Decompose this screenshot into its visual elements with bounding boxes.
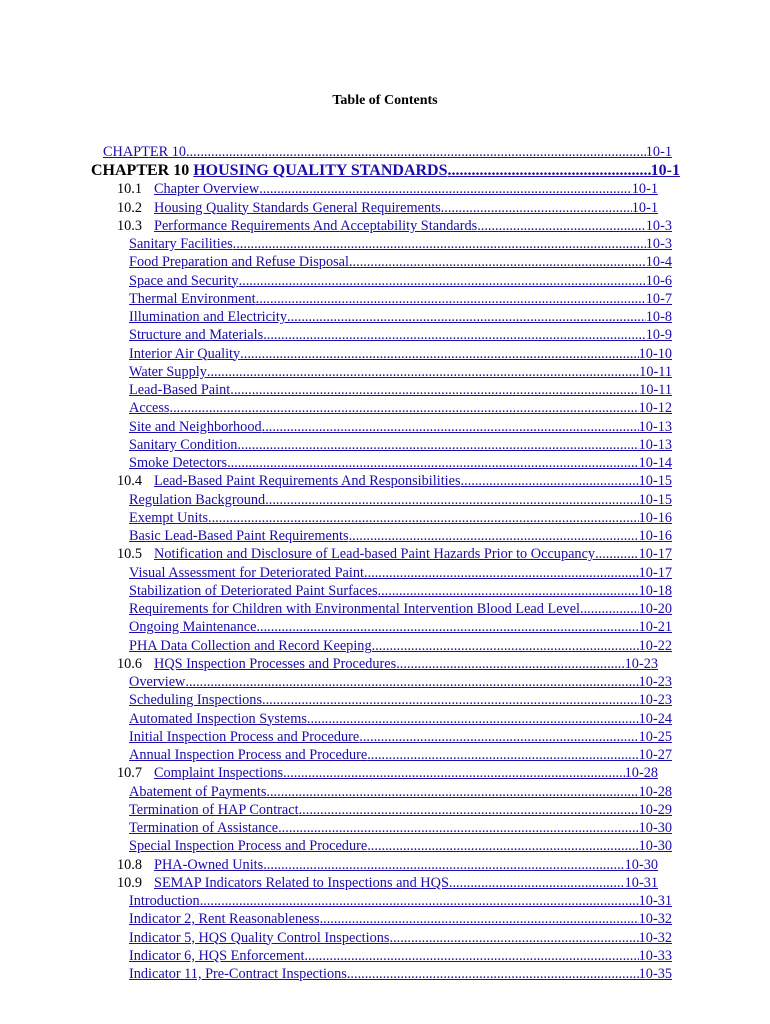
toc-entry-link[interactable]	[129, 345, 672, 363]
toc-entry-page: 10-24	[638, 710, 672, 727]
toc-entry-label: Indicator 2, Rent Reasonableness	[129, 911, 320, 928]
toc-entry[interactable]	[129, 381, 672, 399]
toc-entry-label: Complaint Inspections	[154, 765, 284, 782]
toc-entry-page: 10-20	[638, 601, 672, 617]
toc-entry-number: 10.3	[117, 217, 143, 234]
toc-entry-link[interactable]	[129, 910, 672, 928]
toc-entry-link[interactable]	[154, 472, 672, 490]
toc-entry[interactable]	[129, 965, 672, 983]
toc-entry[interactable]	[129, 509, 672, 527]
toc-entry-page: 10-23	[638, 674, 672, 690]
toc-entry-label: Smoke Detectors	[129, 455, 228, 471]
toc-entry-link[interactable]	[103, 143, 672, 161]
toc-entry-label: Lead-Based Paint	[129, 382, 231, 398]
toc-entry-link[interactable]	[129, 892, 672, 910]
toc-entry-page: 10-15	[638, 473, 672, 490]
toc-entry-link[interactable]	[129, 418, 672, 436]
toc-leader-dots	[287, 308, 646, 326]
toc-entry-label: Structure and Materials	[129, 327, 264, 344]
toc-entry[interactable]	[129, 235, 672, 253]
toc-entry[interactable]	[129, 837, 672, 855]
toc-entry[interactable]	[129, 691, 672, 709]
toc-entry[interactable]	[129, 947, 672, 965]
toc-leader-dots	[265, 491, 638, 509]
toc-entry-link[interactable]	[129, 929, 672, 947]
toc-entry[interactable]	[129, 272, 672, 290]
toc-entry[interactable]	[117, 217, 672, 235]
toc-entry-page: 10-31	[624, 874, 658, 891]
toc-entry[interactable]	[129, 363, 672, 381]
toc-entry-label: Notification and Disclosure of Lead-based Paint Hazards Prior to Occupancy	[154, 546, 596, 563]
toc-entry-link[interactable]	[154, 655, 658, 673]
toc-entry[interactable]	[103, 143, 672, 161]
toc-entry-link[interactable]	[129, 527, 672, 545]
toc-entry-page: 10-12	[638, 400, 672, 417]
toc-entry-label: PHA Data Collection and Record Keeping	[129, 637, 372, 654]
toc-entry-link[interactable]	[129, 326, 672, 344]
toc-entry-page: 10-13	[638, 418, 672, 435]
toc-entry-label: Indicator 5, HQS Quality Control Inspections	[129, 929, 390, 946]
toc-leader-dots	[186, 143, 646, 161]
toc-entry-page: 10-4	[645, 254, 672, 271]
toc-leader-dots	[262, 691, 639, 709]
toc-entry-page: 10-6	[645, 272, 672, 289]
toc-entry-number: 10.6	[117, 655, 143, 672]
toc-leader-dots	[580, 600, 639, 618]
toc-entry[interactable]	[129, 564, 672, 582]
toc-entry-link[interactable]	[129, 308, 672, 326]
toc-entry-label: Space and Security	[129, 272, 239, 289]
toc-entry-label: CHAPTER 10	[103, 144, 187, 160]
toc-entry-link[interactable]	[129, 399, 672, 417]
toc-leader-dots	[367, 746, 638, 764]
toc-entry[interactable]	[129, 728, 672, 746]
toc-entry-number: 10.1	[117, 181, 143, 198]
toc-leader-dots	[227, 454, 639, 472]
toc-entry-label: Termination of HAP Contract	[129, 801, 299, 818]
toc-entry-label: Interior Air Quality	[129, 345, 241, 362]
toc-leader-dots	[304, 947, 638, 965]
toc-entry-label: Regulation Background	[129, 491, 266, 508]
toc-entry-link[interactable]	[154, 180, 658, 198]
toc-entry-label: Sanitary Facilities	[129, 236, 233, 252]
page-title: Table of Contents	[332, 93, 438, 108]
toc-entry-page: 10-32	[638, 929, 672, 946]
toc-entry-link[interactable]	[129, 509, 672, 527]
toc-entry-label: Scheduling Inspections	[129, 692, 263, 709]
toc-entry[interactable]	[129, 418, 672, 436]
toc-leader-dots	[367, 837, 638, 855]
toc-entry-label: Food Preparation and Refuse Disposal	[129, 254, 349, 271]
toc-leader-dots	[477, 217, 646, 235]
toc-entry-link[interactable]	[154, 545, 672, 563]
toc-entry-page: 10-32	[638, 911, 672, 928]
toc-entry-link[interactable]	[129, 837, 672, 855]
toc-leader-dots	[266, 783, 638, 801]
toc-leader-dots	[239, 272, 646, 290]
toc-entry-page: 10-21	[638, 619, 672, 636]
toc-entry-label: Overview	[129, 674, 186, 690]
toc-entry[interactable]	[129, 326, 672, 344]
toc-entry-label: Annual Inspection Process and Procedure	[129, 747, 368, 763]
toc-entry-page: 10-17	[638, 564, 672, 581]
toc-entry-link[interactable]	[129, 564, 672, 582]
toc-leader-dots	[372, 637, 639, 655]
toc-leader-dots	[378, 582, 639, 600]
toc-entry-link[interactable]	[129, 290, 672, 308]
toc-entry[interactable]	[129, 454, 672, 472]
toc-entry[interactable]	[129, 929, 672, 947]
toc-entry[interactable]	[117, 655, 658, 673]
toc-entry-number: 10.9	[117, 874, 143, 891]
toc-entry[interactable]	[129, 637, 672, 655]
toc-entry-page: 10-1	[650, 162, 680, 179]
toc-entry-label: Thermal Environment	[129, 290, 256, 307]
toc-leader-dots	[240, 345, 638, 363]
toc-entry-link[interactable]	[129, 253, 672, 271]
toc-entry[interactable]	[129, 746, 672, 764]
toc-entry-link[interactable]	[154, 874, 658, 892]
toc-entry-label: Requirements for Children with Environmental Intervention Blood Lead Level	[129, 601, 581, 617]
toc-entry-number: CHAPTER 10	[91, 162, 190, 179]
toc-entry[interactable]	[129, 527, 672, 545]
toc-entry-page: 10-16	[638, 528, 672, 544]
toc-entry-page: 10-17	[638, 546, 672, 563]
toc-leader-dots	[396, 655, 624, 673]
toc-entry-label: Automated Inspection Systems	[129, 710, 307, 727]
toc-entry[interactable]	[129, 892, 672, 910]
toc-entry-page: 10-9	[645, 327, 672, 344]
toc-entry-link[interactable]	[129, 673, 672, 691]
toc-entry-label: Visual Assessment for Deteriorated Paint	[129, 564, 364, 581]
toc-entry-page: 10-28	[638, 783, 672, 800]
toc-entry-page: 10-30	[624, 856, 658, 873]
toc-leader-dots	[185, 673, 638, 691]
toc-leader-dots	[170, 399, 639, 417]
toc-entry-page: 10-18	[638, 582, 672, 599]
toc-entry[interactable]	[129, 491, 672, 509]
toc-entry-label: Ongoing Maintenance	[129, 619, 257, 636]
toc-entry-page: 10-15	[638, 491, 672, 508]
toc-entry-link[interactable]	[129, 272, 672, 290]
toc-entry[interactable]	[117, 180, 658, 198]
toc-entry-link[interactable]	[129, 381, 672, 399]
toc-entry-page: 10-27	[638, 747, 672, 763]
toc-entry-label: Chapter Overview	[154, 181, 260, 198]
toc-leader-dots	[207, 363, 639, 381]
toc-entry[interactable]	[129, 710, 672, 728]
toc-entry[interactable]	[129, 399, 672, 417]
toc-leader-dots	[299, 801, 639, 819]
toc-leader-dots	[320, 910, 639, 928]
toc-entry-page: 10-22	[638, 637, 672, 654]
toc-entry-page: 10-30	[638, 838, 672, 855]
toc-entry-page: 10-3	[645, 236, 672, 252]
toc-entry-link[interactable]	[129, 728, 672, 746]
toc-entry-number: 10.5	[117, 546, 143, 563]
toc-entry[interactable]	[117, 545, 672, 563]
toc-entry[interactable]	[129, 582, 672, 600]
toc-entry-page: 10-13	[638, 436, 672, 453]
toc-entry-label: PHA-Owned Units	[154, 856, 264, 873]
toc-leader-dots	[364, 564, 639, 582]
toc-entry[interactable]	[117, 874, 658, 892]
toc-leader-dots	[263, 856, 624, 874]
toc-entry[interactable]	[129, 253, 672, 271]
toc-leader-dots	[262, 418, 639, 436]
toc-entry-page: 10-16	[638, 509, 672, 526]
toc-leader-dots	[349, 527, 639, 545]
toc-entry[interactable]	[129, 600, 672, 618]
toc-entry-link[interactable]	[129, 235, 672, 253]
toc-entry-page: 10-11	[639, 363, 672, 380]
toc-leader-dots	[256, 290, 646, 308]
toc-entry[interactable]	[129, 308, 672, 326]
toc-entry[interactable]	[117, 856, 658, 874]
toc-entry-number: 10.4	[117, 473, 143, 490]
toc-entry[interactable]	[117, 199, 658, 217]
toc-entry-label: Access	[129, 400, 170, 417]
toc-leader-dots	[200, 892, 639, 910]
toc-entry-label: SEMAP Indicators Related to Inspections and HQS	[154, 874, 449, 891]
toc-entry-link[interactable]	[154, 199, 658, 217]
toc-entry-page: 10-1	[645, 144, 672, 160]
toc-leader-dots	[256, 618, 638, 636]
toc-entry-label: Illumination and Electricity	[129, 309, 288, 325]
toc-entry[interactable]	[129, 910, 672, 928]
toc-entry-page: 10-29	[638, 801, 672, 818]
toc-leader-dots	[595, 545, 639, 563]
toc-leader-dots	[278, 819, 639, 837]
toc-entry-label: Water Supply	[129, 363, 207, 380]
toc-entry-link[interactable]	[129, 965, 672, 983]
toc-leader-dots	[347, 965, 639, 983]
toc-entry-label: Housing Quality Standards General Requirements	[154, 199, 441, 216]
toc-entry-label: Special Inspection Process and Procedure	[129, 838, 368, 855]
toc-entry-number: 10.2	[117, 199, 143, 216]
toc-entry-link[interactable]	[129, 436, 672, 454]
toc-entry-link[interactable]	[129, 801, 672, 819]
toc-leader-dots	[263, 326, 646, 344]
toc-entry-label: Exempt Units	[129, 509, 209, 526]
toc-entry[interactable]	[129, 783, 672, 801]
toc-entry-link[interactable]	[129, 363, 672, 381]
toc-entry-link[interactable]	[129, 783, 672, 801]
toc-entry-link[interactable]	[129, 746, 672, 764]
toc-entry-page: 10-1	[631, 199, 658, 216]
toc-entry-page: 10-14	[638, 455, 672, 471]
toc-entry[interactable]	[129, 618, 672, 636]
toc-entry-label: Introduction	[129, 893, 200, 909]
toc-entry-label: Sanitary Condition	[129, 436, 238, 453]
toc-entry-page: 10-10	[638, 345, 672, 362]
toc-leader-dots	[283, 764, 625, 782]
toc-entry-label: Indicator 11, Pre-Contract Inspections	[129, 966, 347, 982]
toc-entry-page: 10-30	[638, 820, 672, 836]
toc-entry-page: 10-11	[639, 382, 672, 398]
toc-entry-link[interactable]	[129, 637, 672, 655]
toc-leader-dots	[461, 472, 639, 490]
toc-entry[interactable]	[117, 472, 672, 490]
toc-entry[interactable]	[117, 764, 658, 782]
toc-entry-link[interactable]	[154, 217, 672, 235]
toc-entry-page: 10-28	[624, 765, 658, 782]
toc-entry-link[interactable]	[129, 819, 672, 837]
toc-entry-link[interactable]	[129, 600, 672, 618]
toc-entry-page: 10-35	[638, 966, 672, 982]
toc-entry-link[interactable]	[154, 856, 658, 874]
toc-entry-link[interactable]	[154, 764, 658, 782]
toc-entry[interactable]	[91, 162, 680, 180]
toc-entry-label: Lead-Based Paint Requirements And Responsibilities	[154, 473, 461, 490]
toc-entry-link[interactable]	[193, 162, 680, 180]
toc-leader-dots	[359, 728, 638, 746]
toc-entry-page: 10-7	[645, 290, 672, 307]
toc-entry-label: Termination of Assistance	[129, 820, 279, 836]
toc-entry-link[interactable]	[129, 691, 672, 709]
toc-entry-page: 10-1	[631, 181, 658, 198]
toc-entry-page: 10-31	[638, 893, 672, 909]
toc-leader-dots	[233, 235, 646, 253]
toc-entry-label: Stabilization of Deteriorated Paint Surfaces	[129, 582, 378, 599]
toc-entry-label: Performance Requirements And Acceptability Standards	[154, 217, 478, 234]
toc-entry[interactable]	[129, 673, 672, 691]
toc-entry-label: HQS Inspection Processes and Procedures	[154, 655, 397, 672]
toc-leader-dots	[390, 929, 639, 947]
toc-entry-number: 10.7	[117, 765, 143, 782]
toc-leader-dots	[208, 509, 639, 527]
toc-entry-link[interactable]	[129, 710, 672, 728]
toc-leader-dots	[259, 180, 632, 198]
toc-entry-link[interactable]	[129, 618, 672, 636]
toc-leader-dots	[307, 710, 639, 728]
toc-entry[interactable]	[129, 290, 672, 308]
toc-entry-page: 10-23	[638, 692, 672, 709]
toc-entry-label: Abatement of Payments	[129, 783, 267, 800]
toc-leader-dots	[449, 874, 625, 892]
toc-entry-link[interactable]	[129, 947, 672, 965]
toc-leader-dots	[349, 253, 646, 271]
toc-entry-link[interactable]	[129, 454, 672, 472]
toc-leader-dots	[237, 436, 638, 454]
toc-entry-page: 10-3	[645, 217, 672, 234]
toc-entry-label: Indicator 6, HQS Enforcement	[129, 947, 305, 964]
toc-entry-number: 10.8	[117, 856, 143, 873]
toc-entry[interactable]	[129, 819, 672, 837]
toc-entry[interactable]	[129, 801, 672, 819]
toc-leader-dots	[448, 162, 651, 180]
toc-entry-page: 10-33	[638, 947, 672, 964]
toc-entry-link[interactable]	[129, 491, 672, 509]
toc-entry[interactable]	[129, 345, 672, 363]
toc-entry-page: 10-23	[624, 655, 658, 672]
toc-entry-page: 10-25	[638, 728, 672, 745]
toc-leader-dots	[230, 381, 639, 399]
toc-entry-label: Site and Neighborhood	[129, 418, 262, 435]
toc-entry-page: 10-8	[645, 309, 672, 325]
toc-entry-label: Initial Inspection Process and Procedure	[129, 728, 360, 745]
toc-leader-dots	[441, 199, 632, 217]
toc-entry-label: HOUSING QUALITY STANDARDS	[193, 162, 448, 179]
toc-entry-link[interactable]	[129, 582, 672, 600]
toc-entry[interactable]	[129, 436, 672, 454]
toc-entry-label: Basic Lead-Based Paint Requirements	[129, 528, 349, 544]
